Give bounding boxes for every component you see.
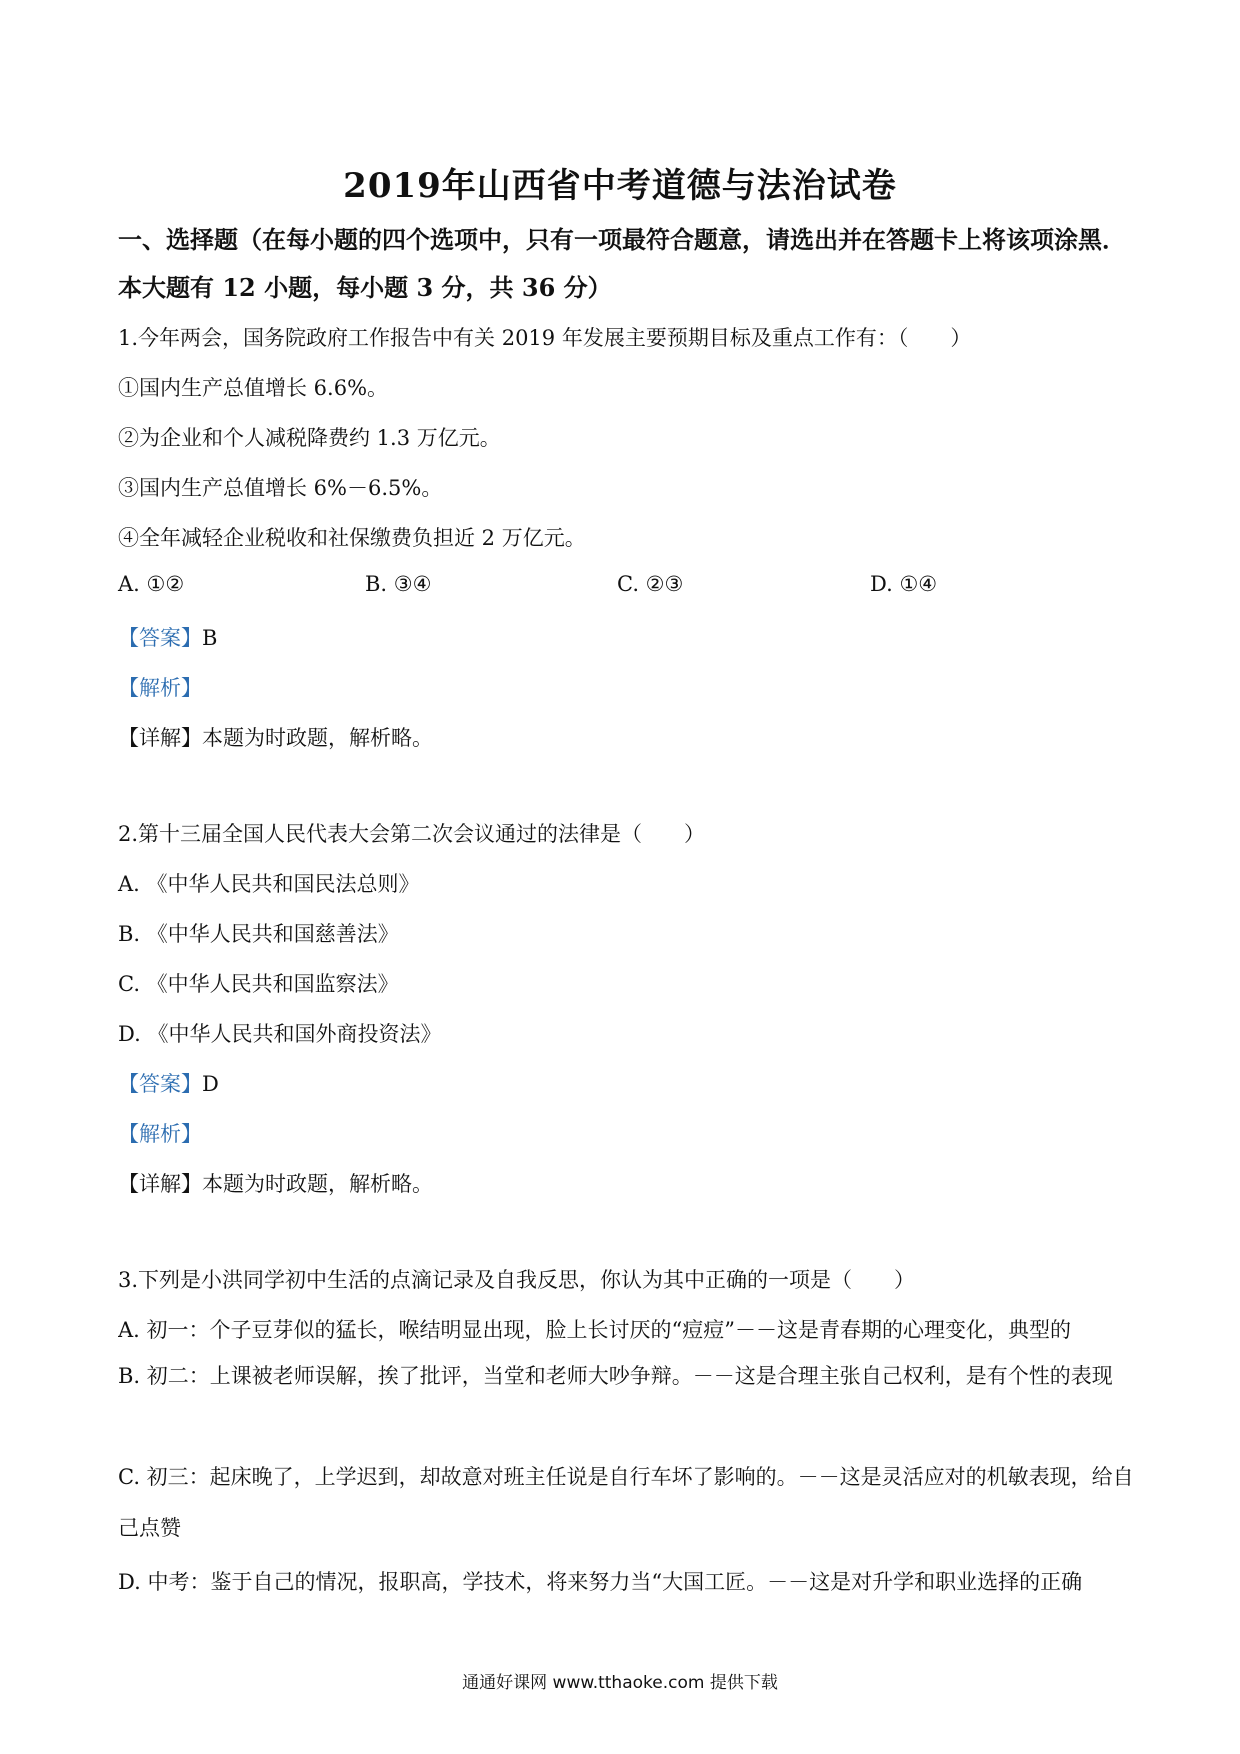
answer-value: B bbox=[202, 626, 218, 650]
q1-stem: 1.今年两会，国务院政府工作报告中有关 2019 年发展主要预期目标及重点工作有：（ ） bbox=[118, 326, 972, 350]
q1-item: ②为企业和个人减税降费约 1.3 万亿元。 bbox=[118, 426, 501, 450]
page-title: 2019年山西省中考道德与法治试卷 bbox=[343, 166, 897, 206]
q3-option-d: D. 中考：鉴于自己的情况，报职高，学技术，将来努力当“大国工匠。－－这是对升学和职业选择的正确 bbox=[118, 1570, 1083, 1594]
q2-option-d: D. 《中华人民共和国外商投资法》 bbox=[118, 1022, 442, 1046]
q1-item: ①国内生产总值增长 6.6%。 bbox=[118, 376, 389, 400]
q3-option-c: C. 初三：起床晚了，上学迟到，却故意对班主任说是自行车坏了影响的。－－这是灵活应对的机敏表现，给自己点赞 bbox=[118, 1465, 1134, 1540]
q2-option-c: C. 《中华人民共和国监察法》 bbox=[118, 972, 399, 996]
answer-value: D bbox=[202, 1072, 219, 1096]
q2-option-a: A. 《中华人民共和国民法总则》 bbox=[118, 872, 420, 896]
footer-source: 通通好课网 www.tthaoke.com 提供下载 bbox=[462, 1673, 778, 1693]
section-heading: 一、选择题（在每小题的四个选项中，只有一项最符合题意，请选出并在答题卡上将该项涂黑．本大题有 12 小题，每小题 3 分，共 36 分） bbox=[118, 225, 1126, 302]
q1-option-a: A. ①② bbox=[118, 572, 185, 596]
q3-option-a: A. 初一：个子豆芽似的猛长，喉结明显出现，脸上长讨厌的“痘痘”－－这是青春期的心理变化，典型的 bbox=[118, 1318, 1071, 1342]
answer-tag: 【答案】 bbox=[118, 1072, 202, 1096]
q2-stem: 2.第十三届全国人民代表大会第二次会议通过的法律是（ ） bbox=[118, 822, 706, 846]
q1-answer bbox=[118, 622, 1138, 652]
answer-tag: 【答案】 bbox=[118, 626, 202, 650]
q1-item: ③国内生产总值增长 6%－6.5%。 bbox=[118, 476, 443, 500]
q1-item: ④全年减轻企业税收和社保缴费负担近 2 万亿元。 bbox=[118, 526, 586, 550]
q1-option-d: D. ①④ bbox=[870, 572, 938, 596]
q2-answer bbox=[118, 1068, 1138, 1098]
q2-option-b: B. 《中华人民共和国慈善法》 bbox=[118, 922, 399, 946]
q2-detail: 【详解】本题为时政题，解析略。 bbox=[118, 1172, 433, 1196]
q1-detail: 【详解】本题为时政题，解析略。 bbox=[118, 726, 433, 750]
q1-option-b: B. ③④ bbox=[365, 572, 432, 596]
q1-option-c: C. ②③ bbox=[617, 572, 684, 596]
q2-analysis-tag: 【解析】 bbox=[118, 1122, 202, 1146]
q3-option-b: B. 初二：上课被老师误解，挨了批评，当堂和老师大吵争辩。－－这是合理主张自己权利，是有个性的表现 bbox=[118, 1364, 1113, 1388]
q1-analysis-tag: 【解析】 bbox=[118, 676, 202, 700]
q3-stem: 3.下列是小洪同学初中生活的点滴记录及自我反思，你认为其中正确的一项是（ ） bbox=[118, 1268, 916, 1292]
